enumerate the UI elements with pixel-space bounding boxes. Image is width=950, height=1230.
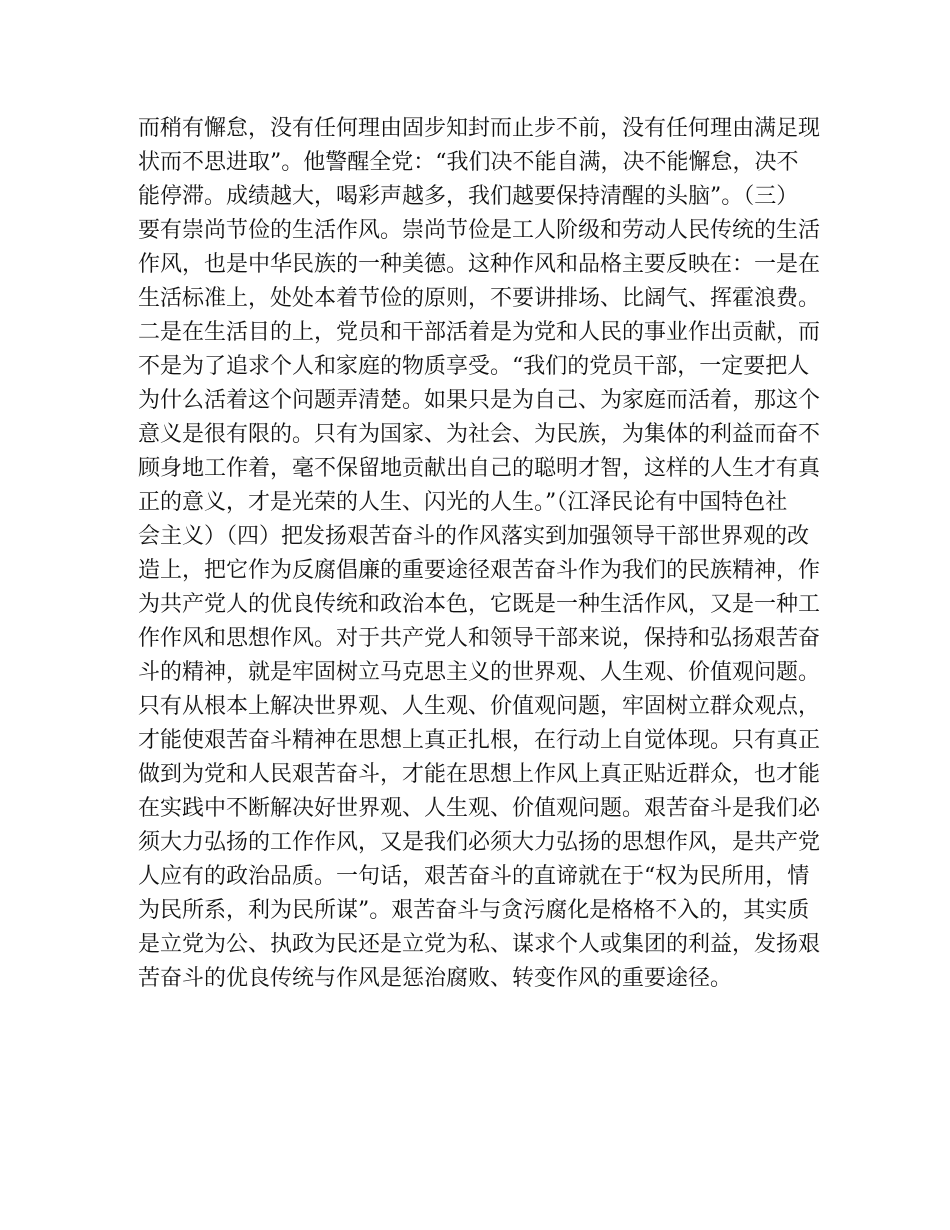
text-line-9: 为什么活着这个问题弄清楚。如果只是为自己、为家庭而活着，那这个	[138, 388, 821, 413]
text-line-11: 顾身地工作着，毫不保留地贡献出自己的聪明才智，这样的人生才有真	[138, 456, 821, 481]
text-line-16: 作作风和思想作风。对于共产党人和领导干部来说，保持和弘扬艰苦奋	[138, 626, 821, 651]
text-line-21: 在实践中不断解决好世界观、人生观、价值观问题。艰苦奋斗是我们必	[138, 796, 821, 821]
text-line-12: 正的意义，才是光荣的人生、闪光的人生。”（江泽民论有中国特色社	[138, 490, 788, 515]
text-line-24: 为民所系，利为民所谋”。艰苦奋斗与贪污腐化是格格不入的，其实质	[138, 898, 810, 923]
text-line-14: 造上，把它作为反腐倡廉的重要途径艰苦奋斗作为我们的民族精神，作	[138, 558, 821, 583]
text-line-7: 二是在生活目的上，党员和干部活着是为党和人民的事业作出贡献，而	[138, 320, 821, 345]
text-line-10: 意义是很有限的。只有为国家、为社会、为民族，为集体的利益而奋不	[138, 422, 821, 447]
text-line-2: 状而不思进取”。他警醒全党：“我们决不能自满，决不能懈怠，决不	[138, 150, 799, 175]
text-line-22: 须大力弘扬的工作作风，又是我们必须大力弘扬的思想作风，是共产党	[138, 830, 821, 855]
text-line-20: 做到为党和人民艰苦奋斗，才能在思想上作风上真正贴近群众，也才能	[138, 762, 821, 787]
text-line-23: 人应有的政治品质。一句话，艰苦奋斗的直谛就在于“权为民所用，情	[138, 864, 810, 889]
body-text	[138, 112, 821, 996]
text-line-13: 会主义）（四）把发扬艰苦奋斗的作风落实到加强领导干部世界观的改	[138, 524, 810, 549]
text-line-26: 苦奋斗的优良传统与作风是惩治腐败、转变作风的重要途径。	[138, 966, 733, 991]
text-line-1: 而稍有懈怠，没有任何理由固步知封而止步不前，没有任何理由满足现	[138, 116, 821, 141]
text-line-5: 作风，也是中华民族的一种美德。这种作风和品格主要反映在：一是在	[138, 252, 821, 277]
text-line-25: 是立党为公、执政为民还是立党为私、谋求个人或集团的利益，发扬艰	[138, 932, 821, 957]
text-line-18: 只有从根本上解决世界观、人生观、价值观问题，牢固树立群众观点，	[138, 694, 821, 719]
text-line-3: 能停滞。成绩越大，喝彩声越多，我们越要保持清醒的头脑”。（三）	[138, 184, 799, 209]
text-line-8: 不是为了追求个人和家庭的物质享受。“我们的党员干部，一定要把人	[138, 354, 810, 379]
text-line-4: 要有崇尚节俭的生活作风。崇尚节俭是工人阶级和劳动人民传统的生活	[138, 218, 821, 243]
text-line-17: 斗的精神，就是牢固树立马克思主义的世界观、人生观、价值观问题。	[138, 660, 821, 685]
text-line-15: 为共产党人的优良传统和政治本色，它既是一种生活作风，又是一种工	[138, 592, 821, 617]
text-line-19: 才能使艰苦奋斗精神在思想上真正扎根，在行动上自觉体现。只有真正	[138, 728, 821, 753]
text-line-6: 生活标准上，处处本着节俭的原则，不要讲排场、比阔气、挥霍浪费。	[138, 286, 821, 311]
